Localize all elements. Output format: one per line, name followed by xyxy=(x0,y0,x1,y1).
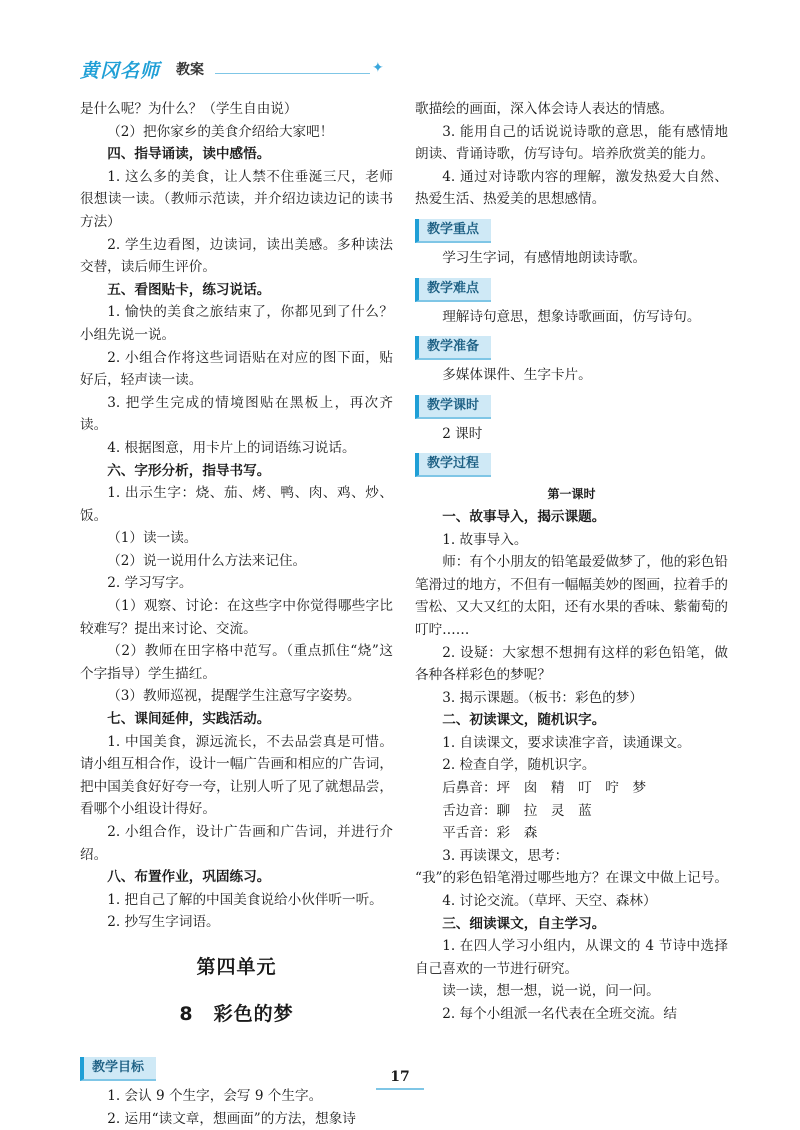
right-column xyxy=(415,98,728,1026)
paragraph: 1. 故事导入。 xyxy=(442,531,528,548)
section-heading: 四、指导诵读，读中感悟。 xyxy=(107,146,271,163)
brand-logo: 黄冈名师 xyxy=(80,60,161,82)
paragraph: 4. 讨论交流。（草坪、天空、森林） xyxy=(442,893,657,910)
sparkle-icon: ✦ xyxy=(372,60,384,76)
paragraph: 1. 会认 9 个生字，会写 9 个生字。 xyxy=(107,1088,323,1105)
header-subtitle: 教案 xyxy=(176,62,204,78)
section-heading: 二、初读课文，随机识字。 xyxy=(442,712,606,729)
section-heading: 七、课间延伸，实践活动。 xyxy=(107,711,271,728)
paragraph: 2. 小组合作，设计广告画和广告词，并进行介绍。 xyxy=(80,824,393,863)
paragraph: 平舌音：彩 森 xyxy=(442,825,538,842)
paragraph: 学习生字词，有感情地朗读诗歌。 xyxy=(442,249,647,266)
section-heading: 五、看图贴卡，练习说话。 xyxy=(107,281,271,298)
paragraph: （3）教师巡视，提醒学生注意写字姿势。 xyxy=(107,688,361,705)
section-heading: 八、布置作业，巩固练习。 xyxy=(107,869,271,886)
paragraph: 1. 中国美食，源远流长，不去品尝真是可惜。请小组互相合作，设计一幅广告画和相应的广告词，把中国美食好好夸一夸，让别人听了见了就想品尝，看哪个小组设计得好。 xyxy=(80,733,393,818)
section-heading: 一、故事导入，揭示课题。 xyxy=(442,508,606,525)
paragraph: （1）观察、讨论：在这些字中你觉得哪些字比较难写？提出来讨论、交流。 xyxy=(80,598,393,637)
paragraph: “我”的彩色铅笔滑过哪些地方？在课文中做上记号。 xyxy=(415,870,728,887)
paragraph: 多媒体课件、生字卡片。 xyxy=(442,367,592,384)
paragraph: 3. 再读课文，思考： xyxy=(442,847,569,864)
paragraph: 3. 能用自己的话说说诗歌的意思，能有感情地朗读、背诵诗歌，仿写诗句。培养欣赏美的能力。 xyxy=(415,123,728,163)
paragraph: 2. 抄写生字词语。 xyxy=(107,914,220,931)
header-divider xyxy=(215,73,370,74)
paragraph: 2 课时 xyxy=(442,425,483,442)
unit-title: 第四单元 xyxy=(196,955,277,978)
tag-key-points: 教学重点 xyxy=(415,219,491,243)
paragraph: 3. 把学生完成的情境图贴在黑板上，再次齐读。 xyxy=(80,394,393,434)
paragraph: 1. 愉快的美食之旅结束了，你都见到了什么？小组先说一说。 xyxy=(80,304,393,343)
paragraph: 2. 小组合作将这些词语贴在对应的图下面，贴好后，轻声读一读。 xyxy=(80,349,393,389)
paragraph: 师：有个小朋友的铅笔最爱做梦了，他的彩色铅笔滑过的地方，不但有一幅幅美妙的图画，拉着手的雪松、又大又红的太阳，还有水果的香味、紫葡萄的叮咛…… xyxy=(415,554,728,638)
paragraph: 1. 自读课文，要求读准字音，读通课文。 xyxy=(442,734,691,751)
paragraph: 2. 学生边看图，边读词，读出美感。多种读法交替，读后师生评价。 xyxy=(80,236,393,276)
page-number: 17 xyxy=(390,1069,410,1085)
left-column xyxy=(80,98,393,1130)
paragraph: 1. 把自己了解的中国美食说给小伙伴听一听。 xyxy=(107,891,383,908)
tag-preparation: 教学准备 xyxy=(415,336,491,360)
paragraph: 3. 揭示课题。（板书：彩色的梦） xyxy=(442,689,643,706)
paragraph: 歌描绘的画面，深入体会诗人表达的情感。 xyxy=(415,101,674,117)
paragraph: 1. 这么多的美食，让人禁不住垂涎三尺，老师很想读一读。（教师示范读，并介绍边读边记的读书方法） xyxy=(80,168,393,230)
paragraph: 4. 通过对诗歌内容的理解，激发热爱大自然、热爱生活、热爱美的思想感情。 xyxy=(415,168,728,208)
paragraph: 后鼻音：坪 囱 精 叮 咛 梦 xyxy=(442,780,647,797)
paragraph: 1. 在四人学习小组内，从课文的 4 节诗中选择自己喜欢的一节进行研究。 xyxy=(415,938,728,977)
paragraph: （1）读一读。 xyxy=(107,530,198,547)
tag-class-hours: 教学课时 xyxy=(415,395,491,419)
paragraph: 2. 运用“读文章，想画面”的方法，想象诗 xyxy=(107,1110,356,1127)
paragraph: 理解诗句意思，想象诗歌画面，仿写诗句。 xyxy=(442,308,701,325)
paragraph: （2）把你家乡的美食介绍给大家吧！ xyxy=(107,123,334,140)
tag-difficulties: 教学难点 xyxy=(415,278,491,302)
paragraph: 1. 出示生字：烧、茄、烤、鸭、肉、鸡、炒、饭。 xyxy=(80,485,393,524)
tag-teaching-process: 教学过程 xyxy=(415,453,491,477)
paragraph: 4. 根据图意，用卡片上的词语练习说话。 xyxy=(107,439,356,456)
page-header xyxy=(80,56,720,90)
paragraph: 是什么呢？为什么？（学生自由说） xyxy=(80,101,298,117)
tag-teaching-goals: 教学目标 xyxy=(80,1057,156,1081)
lesson-period-title: 第一课时 xyxy=(547,487,596,502)
section-heading: 三、细读课文，自主学习。 xyxy=(442,915,606,932)
paragraph: 舌边音：聊 拉 灵 蓝 xyxy=(442,802,592,819)
page-number-underline xyxy=(376,1088,424,1090)
paragraph: 2. 设疑：大家想不想拥有这样的彩色铅笔，做各种各样彩色的梦呢？ xyxy=(415,644,728,684)
paragraph: 2. 每个小组派一名代表在全班交流。结 xyxy=(442,1006,677,1022)
paragraph: （2）说一说用什么方法来记住。 xyxy=(107,552,307,569)
paragraph: 2. 学习写字。 xyxy=(107,575,193,592)
paragraph: （2）教师在田字格中范写。（重点抓住“烧”这个字指导）学生描红。 xyxy=(80,643,393,682)
lesson-title: 8 彩色的梦 xyxy=(179,1002,294,1025)
paragraph: 读一读，想一想，说一说，问一问。 xyxy=(442,983,660,1000)
section-heading: 六、字形分析，指导书写。 xyxy=(107,462,271,479)
paragraph: 2. 检查自学，随机识字。 xyxy=(442,757,596,774)
